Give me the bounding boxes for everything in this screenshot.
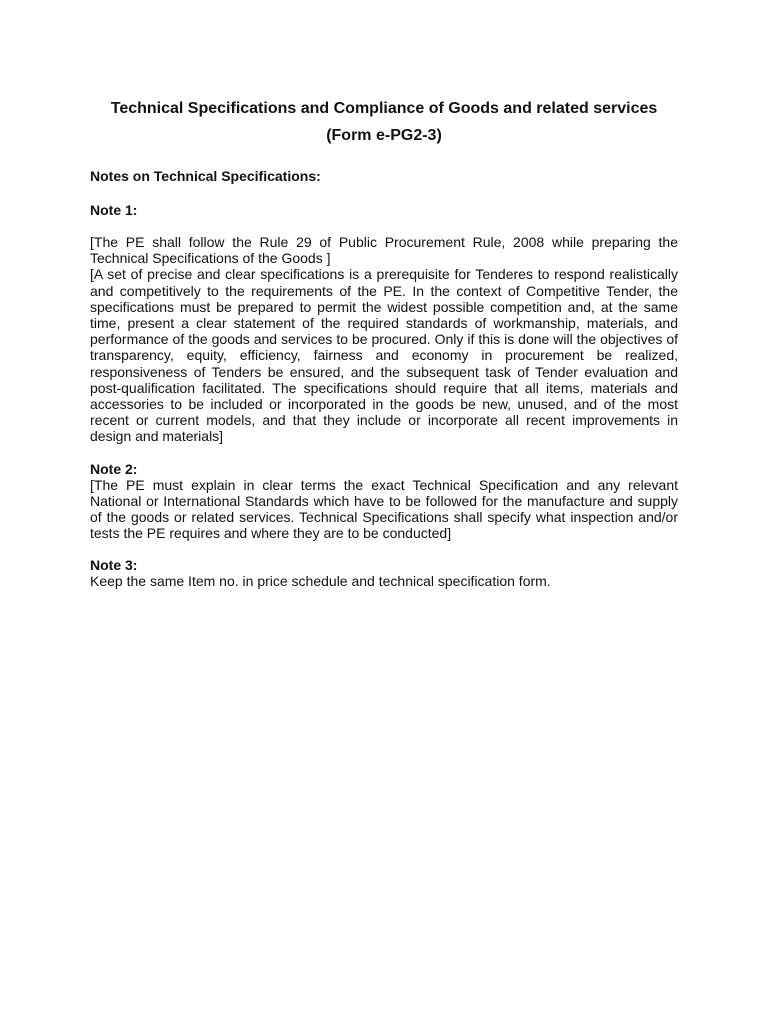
form-code: (Form e-PG2-3) — [326, 127, 442, 144]
notes-heading: Notes on Technical Specifications: — [90, 168, 321, 184]
note-2-label: Note 2: — [90, 460, 138, 477]
note-1-label: Note 1: — [90, 202, 138, 218]
note-1-paragraph-1: [The PE shall follow the Rule 29 of Public Procurement Rule, 2008 while preparing the Technical Specifications of the Goods ] — [90, 234, 678, 267]
document-title: Technical Specifications and Compliance of Goods and related services — [110, 100, 658, 117]
document-content — [90, 98, 678, 590]
note-1-paragraph-2: [A set of precise and clear specifications is a prerequisite for Tenderes to respond realistically and competitively to the requirements of the PE. In the context of Competitive Tender, the specifications must be prepared to permit the widest possible competition and, at the same time, present a clear statement of the required standards of workmanship, materials, and performance of the goods and services to be procured. Only if this is done will the objectives of transparency, equity, efficiency, fairness and economy in procurement be realized, responsiveness of Tenders be ensured, and the subsequent task of Tender evaluation and post-qualification facilitated. The specifications should require that all items, materials and accessories to be included or incorporated in the goods be new, unused, and of the most recent or current models, and that they include or incorporate all recent improvements in design and materials] — [90, 266, 678, 445]
note-2-paragraph: [The PE must explain in clear terms the exact Technical Specification and any relevant National or International Standards which have to be followed for the manufacture and supply of the goods or related services. Technical Specifications shall specify what inspection and/or tests the PE requires and where they are to be conducted] — [90, 476, 678, 542]
note-3-label: Note 3: — [90, 557, 138, 574]
note-3-paragraph: Keep the same Item no. in price schedule and technical specification form. — [90, 573, 551, 590]
